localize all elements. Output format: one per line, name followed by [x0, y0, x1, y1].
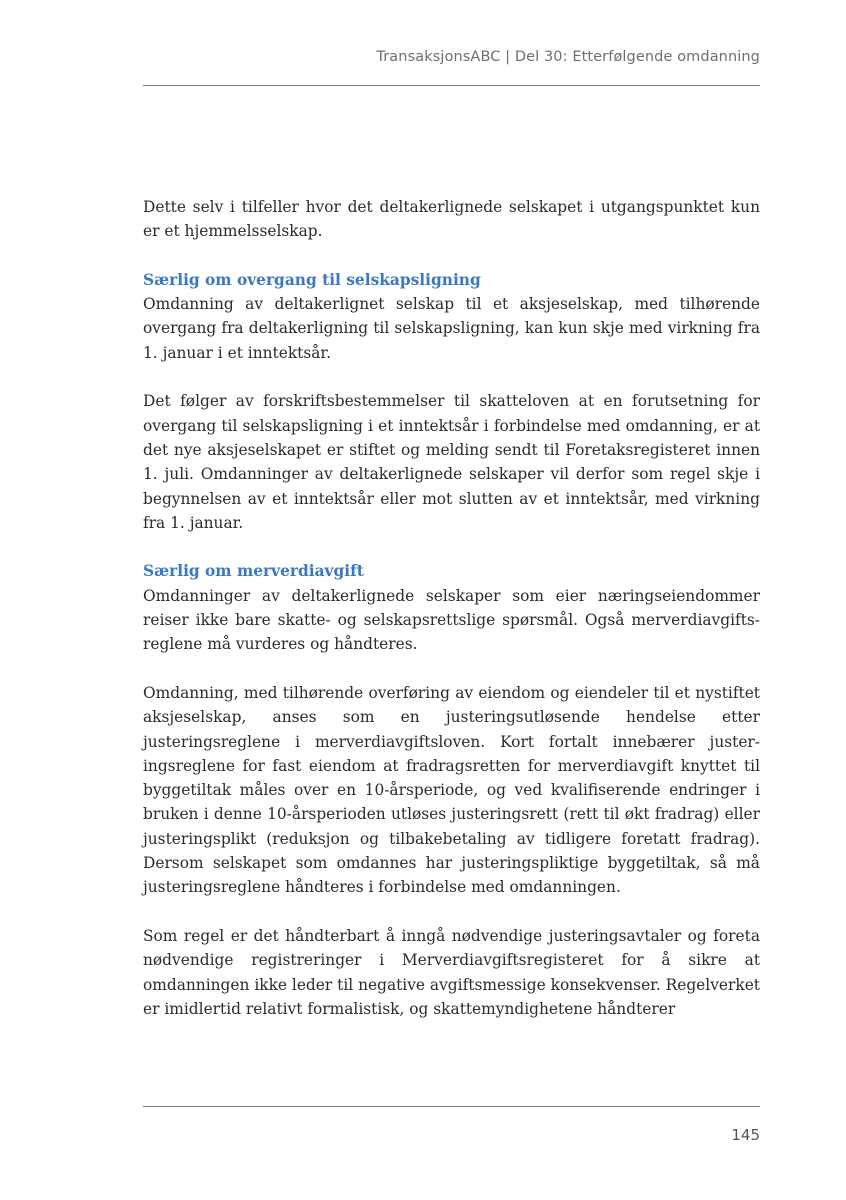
section-heading-merverdiavgift: Særlig om merverdiavgift: [143, 562, 364, 581]
body-paragraph: Dette selv i tilfeller hvor det deltakerlignede selskapet i utgangspunktet kun er et hjemmelsselskap.: [143, 198, 760, 241]
page-body: [143, 195, 760, 1021]
header-divider: [143, 85, 760, 86]
body-paragraph: Omdanning av deltakerlignet selskap til et aksjeselskap, med tilhørende overgang fra deltakerligning til selskapsligning, kan kun skje med virkning fra 1. januar i et inntektsår.: [143, 295, 760, 362]
page-number: 145: [731, 1126, 760, 1144]
body-paragraph: Som regel er det håndterbart å inngå nødvendige justeringsavtaler og foreta nødvendige registreringer i Merverdiavgiftsregisteret for å sikre at omdanningen ikke leder til negative avgiftsmessige konsekvenser. Regelverket er imidlertid relativt formalistisk, og skattemyndighetene håndterer: [143, 926, 760, 1018]
body-paragraph: Omdanning, med tilhørende overføring av eiendom og eiendeler til et nystiftet aksjeselskap, anses som en justeringsutløsende hendelse etter justeringsreglene i merverdiavgiftsloven. Kort fortalt innebærer justeringsreglene for fast eiendom at fradragsretten for merverdiavgift knyttet til byggetiltak måles over en 10-årsperiode, og ved kvalifiserende endringer i bruken i denne 10-årsperioden utløses justeringsrett (rett til økt fradrag) eller justeringsplikt (reduksjon og tilbakebetaling av tidligere foretatt fradrag). Dersom selskapet som omdannes har justeringspliktige byggetiltak, så må justeringsreglene håndteres i forbindelse med omdanningen.: [143, 683, 760, 897]
body-paragraph: Det følger av forskriftsbestemmelser til skatteloven at en forutsetning for overgang til selskapsligning i et inntektsår i forbindelse med omdanning, er at det nye aksjeselskapet er stiftet og melding sendt til Foretaksregisteret innen 1. juli. Omdanninger av deltakerlignede selskaper vil derfor som regel skje i begynnelsen av et inntektsår eller mot slutten av et inntektsår, med virkning fra 1. januar.: [143, 392, 760, 532]
body-paragraph: Omdanninger av deltakerlignede selskaper som eier næringseiendommer reiser ikke bare skatte- og selskapsrettslige spørsmål. Også merverdiavgiftsreglene må vurderes og håndteres.: [143, 586, 760, 654]
section-heading-overgang: Særlig om overgang til selskapsligning: [143, 270, 481, 289]
running-header: TransaksjonsABC | Del 30: Etterfølgende omdanning: [376, 49, 760, 65]
footer-divider: [143, 1106, 760, 1107]
